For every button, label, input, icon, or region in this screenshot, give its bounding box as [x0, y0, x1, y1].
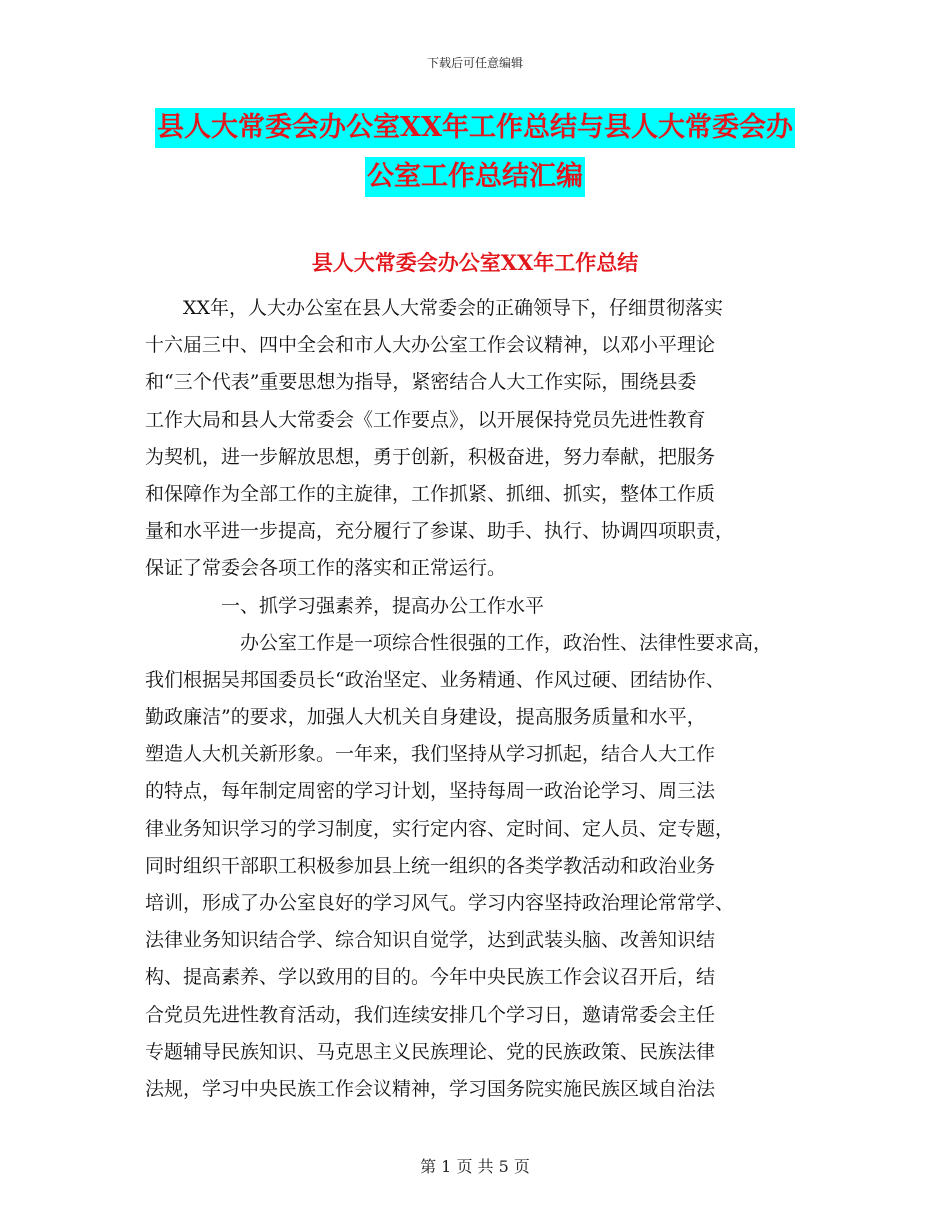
title-line-1: 县人大常委会办公室XX年工作总结与县人大常委会办 [155, 108, 795, 148]
body-line: 构、提高素养、学以致用的目的。今年中央民族工作会议召开后，结 [145, 966, 716, 989]
section-heading: 一、抓学习强素养，提高办公工作水平 [145, 594, 545, 617]
body-line: 法律业务知识结合学、综合知识自觉学，达到武装头脑、改善知识结 [145, 929, 716, 952]
body-line: 办公室工作是一项综合性很强的工作，政治性、法律性要求高， [145, 631, 773, 654]
body-line: 专题辅导民族知识、马克思主义民族理论、党的民族政策、民族法律 [145, 1040, 716, 1063]
body-line: 和“三个代表”重要思想为指导，紧密结合人大工作实际，围绕县委 [145, 371, 697, 394]
body-line: 我们根据吴邦国委员长“政治坚定、业务精通、作风过硬、团结协作、 [145, 668, 725, 691]
body-line: 塑造人大机关新形象。一年来，我们坚持从学习抓起，结合人大工作 [145, 743, 716, 766]
body-line: 同时组织干部职工积极参加县上统一组织的各类学教活动和政治业务 [145, 854, 716, 877]
body-line: 法规，学习中央民族工作会议精神，学习国务院实施民族区域自治法 [145, 1077, 716, 1100]
page-footer: 第 1 页 共 5 页 [420, 1157, 530, 1176]
body-text [145, 290, 825, 1108]
body-line: 培训，形成了办公室良好的学习风气。学习内容坚持政治理论常常学、 [145, 892, 735, 914]
body-line: 十六届三中、四中全会和市人大办公室工作会议精神，以邓小平理论 [145, 334, 716, 357]
document-title [0, 108, 950, 206]
body-line: 和保障作为全部工作的主旋律，工作抓紧、抓细、抓实，整体工作质 [145, 482, 716, 505]
body-line: 为契机，进一步解放思想，勇于创新，积极奋进，努力奉献，把服务 [145, 445, 716, 468]
title-line-2: 公室工作总结汇编 [365, 157, 585, 197]
body-line: 工作大局和县人大常委会《工作要点》，以开展保持党员先进性教育 [145, 408, 706, 431]
body-line: 量和水平进一步提高，充分履行了参谋、助手、执行、协调四项职责， [145, 520, 735, 543]
section-subtitle: 县人大常委会办公室XX年工作总结 [311, 250, 639, 275]
page-header: 下载后可任意编辑 [426, 56, 523, 70]
body-line: 勤政廉洁”的要求，加强人大机关自身建设，提高服务质量和水平， [145, 706, 706, 729]
body-line: 律业务知识学习的学习制度，实行定内容、定时间、定人员、定专题， [145, 817, 735, 840]
body-line: XX年，人大办公室在县人大常委会的正确领导下，仔细贯彻落实 [145, 297, 724, 319]
body-line: 保证了常委会各项工作的落实和正常运行。 [145, 557, 507, 580]
body-line: 的特点，每年制定周密的学习计划，坚持每周一政治论学习、周三法 [145, 780, 716, 803]
body-line: 合党员先进性教育活动，我们连续安排几个学习日，邀请常委会主任 [145, 1003, 716, 1026]
